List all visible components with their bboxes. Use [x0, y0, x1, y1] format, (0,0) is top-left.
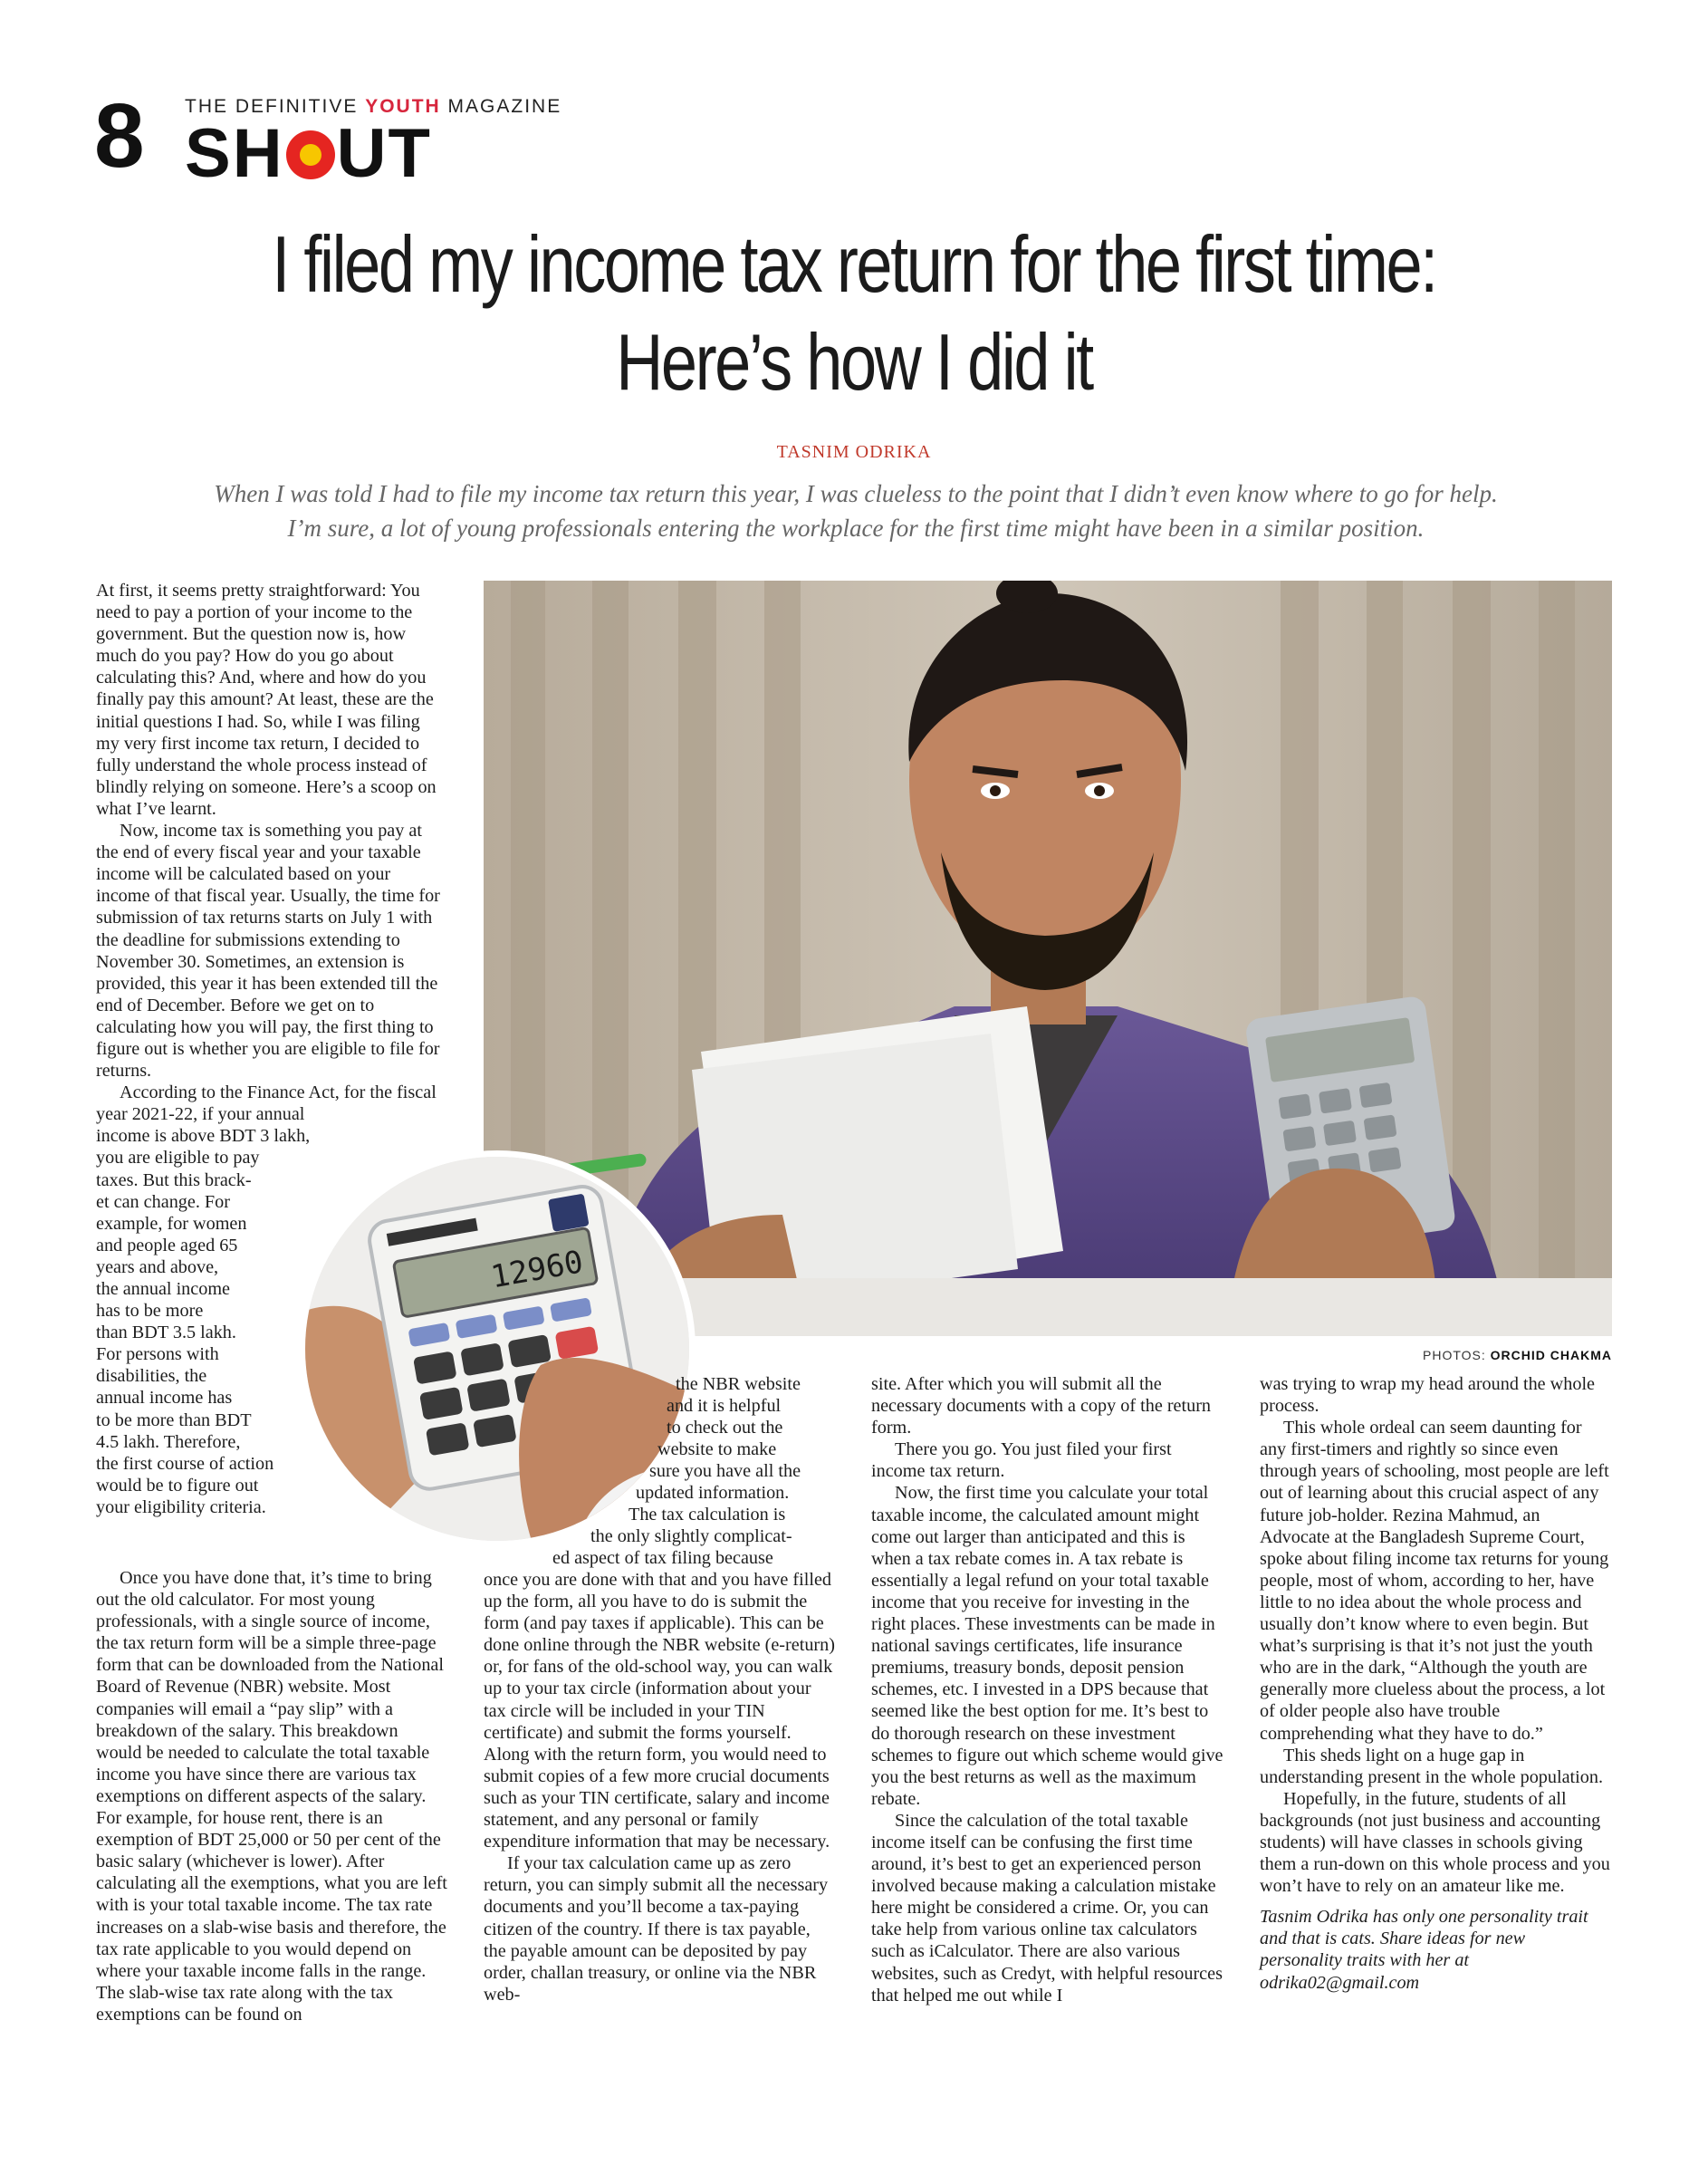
- logo-o-mark-icon: [286, 130, 335, 179]
- article-headline: [198, 216, 1510, 411]
- paragraph: According to the Finance Act, for the fiscal year 2021-22, if your annual: [96, 1082, 437, 1125]
- page-number: 8: [94, 85, 145, 187]
- column-3: [871, 1373, 1224, 2006]
- man-with-calculator-illustration: [484, 581, 1612, 1336]
- paragraph: At first, it seems pretty straightforward: You need to pay a portion of your income to the government. But the question now is, how much do you pay? How do you go about calculating this? And, where and how do you finally pay this amount? At least, these are the initial questions I had. So, while I was filing my very first income tax return, I decided to fully understand the whole process instead of blindly relying on someone. Here’s a scoop on what I’ve learnt.: [96, 581, 437, 819]
- paragraph: This sheds light on a huge gap in understanding present in the whole population.: [1260, 1745, 1603, 1787]
- paragraph: Now, income tax is something you pay at the end of every fiscal year and your taxable income will be calculated based on your income of that fiscal year. Usually, the time for submission of tax returns starts on July 1 with the deadline for submissions extending to November 30. Sometimes, an extension is provided, this year it has been extended till the end of December. Before we get on to calculating how you will pay, the first thing to figure out is whether you are eligible to file for returns.: [96, 821, 440, 1082]
- paragraph: site. After which you will submit all the necessary documents with a copy of the return form.: [871, 1374, 1212, 1438]
- byline: TASNIM ODRIKA: [776, 442, 932, 462]
- paragraph: There you go. You just filed your first income tax return.: [871, 1439, 1172, 1482]
- headline-line-2: Here’s how I did it: [616, 317, 1092, 407]
- paragraph: Since the calculation of the total taxable income itself can be confusing the first time around, it’s best to get an experienced person involved because making a calculation mistake here might be considered a crime. Or, you can take help from various online tax calculators such as iCalculator. There are also various websites, such as Credyt, with helpful resources that helped me out while I: [871, 1810, 1223, 2006]
- paragraph: If your tax calculation came up as zero return, you can simply submit all the necessary documents and you’ll become a tax-paying citizen of the country. If there is tax payable, the payable amount can be deposited by pay order, challan treasury, or online via the NBR web-: [484, 1853, 829, 2005]
- paragraph: once you are done with that and you have filled up the form, all you have to do is submit the form (and pay taxes if applicable). This can be done online through the NBR website (e-return) or, for fans of the old-school way, you can walk up to your tax circle (information about your tax circle will be included in your TIN certificate) and submit the forms yourself. Along with the return form, you would need to submit copies of a few more crucial documents such as your TIN certificate, salary and income statement, and any personal or family expenditure information that may be necessary.: [484, 1570, 835, 1852]
- paragraph: was trying to wrap my head around the whole process.: [1260, 1374, 1596, 1417]
- headline-line-1: I filed my income tax return for the first time:: [272, 219, 1436, 309]
- calculator-illustration: [305, 1157, 689, 1541]
- column-1-bottom: [96, 1567, 447, 2025]
- column-2: [484, 1569, 835, 2006]
- main-photo: [484, 581, 1612, 1336]
- standfirst: When I was told I had to file my income tax return this year, I was clueless to the point that I didn’t even know where to go for help. I’m sure, a lot of young professionals entering the workplace for the first time might have been in a similar position.: [214, 480, 1498, 542]
- shout-logo: SH UT: [185, 115, 432, 192]
- masthead-tagline: THE DEFINITIVE YOUTH MAGAZINE: [185, 96, 562, 117]
- author-bio: Tasnim Odrika has only one personality trait and that is cats. Share ideas for new personality traits with her at odrika02@gmail.com: [1260, 1907, 1588, 1993]
- paragraph: Now, the first time you calculate your total taxable income, the calculated amount might come out larger than anticipated and this is when a tax rebate comes in. A tax rebate is essentially a legal refund on your total taxable income that you receive for investing in the right places. These investments can be made in national savings certificates, life insurance premiums, treasury bonds, deposit pension schemes, etc. I invested in a DPS because that seemed like the best option for me. It’s best to do thorough research on these investment schemes to figure out which scheme would give you the best returns as well as the maximum rebate.: [871, 1483, 1223, 1809]
- photo-credit: PHOTOS: ORCHID CHAKMA: [1423, 1348, 1612, 1362]
- paragraph: Once you have done that, it’s time to bring out the old calculator. For most young professionals, with a single source of income, the tax return form will be a simple three-page form that can be downloaded from the National Board of Revenue (NBR) website. Most companies will email a “pay slip” with a breakdown of the salary. This breakdown would be needed to calculate the total taxable income you have since there are various tax exemptions on different aspects of the salary. For example, for house rent, there is an exemption of BDT 25,000 or 50 per cent of the basic salary (whichever is lower). After calculating all the exemptions, what you are left with is your total taxable income. The tax rate increases on a slab-wise basis and therefore, the tax rate applicable to you would depend on where your taxable income falls in the range. The slab-wise tax rate along with the tax exemptions can be found on: [96, 1568, 447, 2025]
- paragraph: Hopefully, in the future, students of all backgrounds (not just business and accounting students) will have classes in schools giving them a run-down on this whole process and you won’t have to rely on an amateur like me.: [1260, 1788, 1610, 1897]
- paragraph: This whole ordeal can seem daunting for any first-timers and rightly so since even through years of schooling, most people are left out of learning about this crucial aspect of any future job-holder. Rezina Mahmud, an Advocate at the Bangladesh Supreme Court, spoke about filing income tax returns for young people, most of whom, according to her, have little to no idea about the whole process and usually don’t know where to even begin. But what’s surprising is that it’s not just the youth who are in the dark, “Although the youth are generally more clueless about the process, a lot of older people also have trouble comprehending what they have to do.”: [1260, 1418, 1609, 1744]
- masthead: [94, 85, 562, 192]
- paragraph-wrap-lines: income is above BDT 3 lakh, you are eligible to pay taxes. But this brack- et can change. For example, for women and people aged 65 years and above, the annual income has to be more than BDT 3.5 lakh. For persons with disabilities, the annual income has to be more than BDT 4.5 lakh. Therefore, the first course of action would be to figure out your eligibility criteria.: [96, 1126, 311, 1517]
- column-4: [1260, 1373, 1611, 1994]
- calculator-display-value: 12960: [488, 1244, 586, 1296]
